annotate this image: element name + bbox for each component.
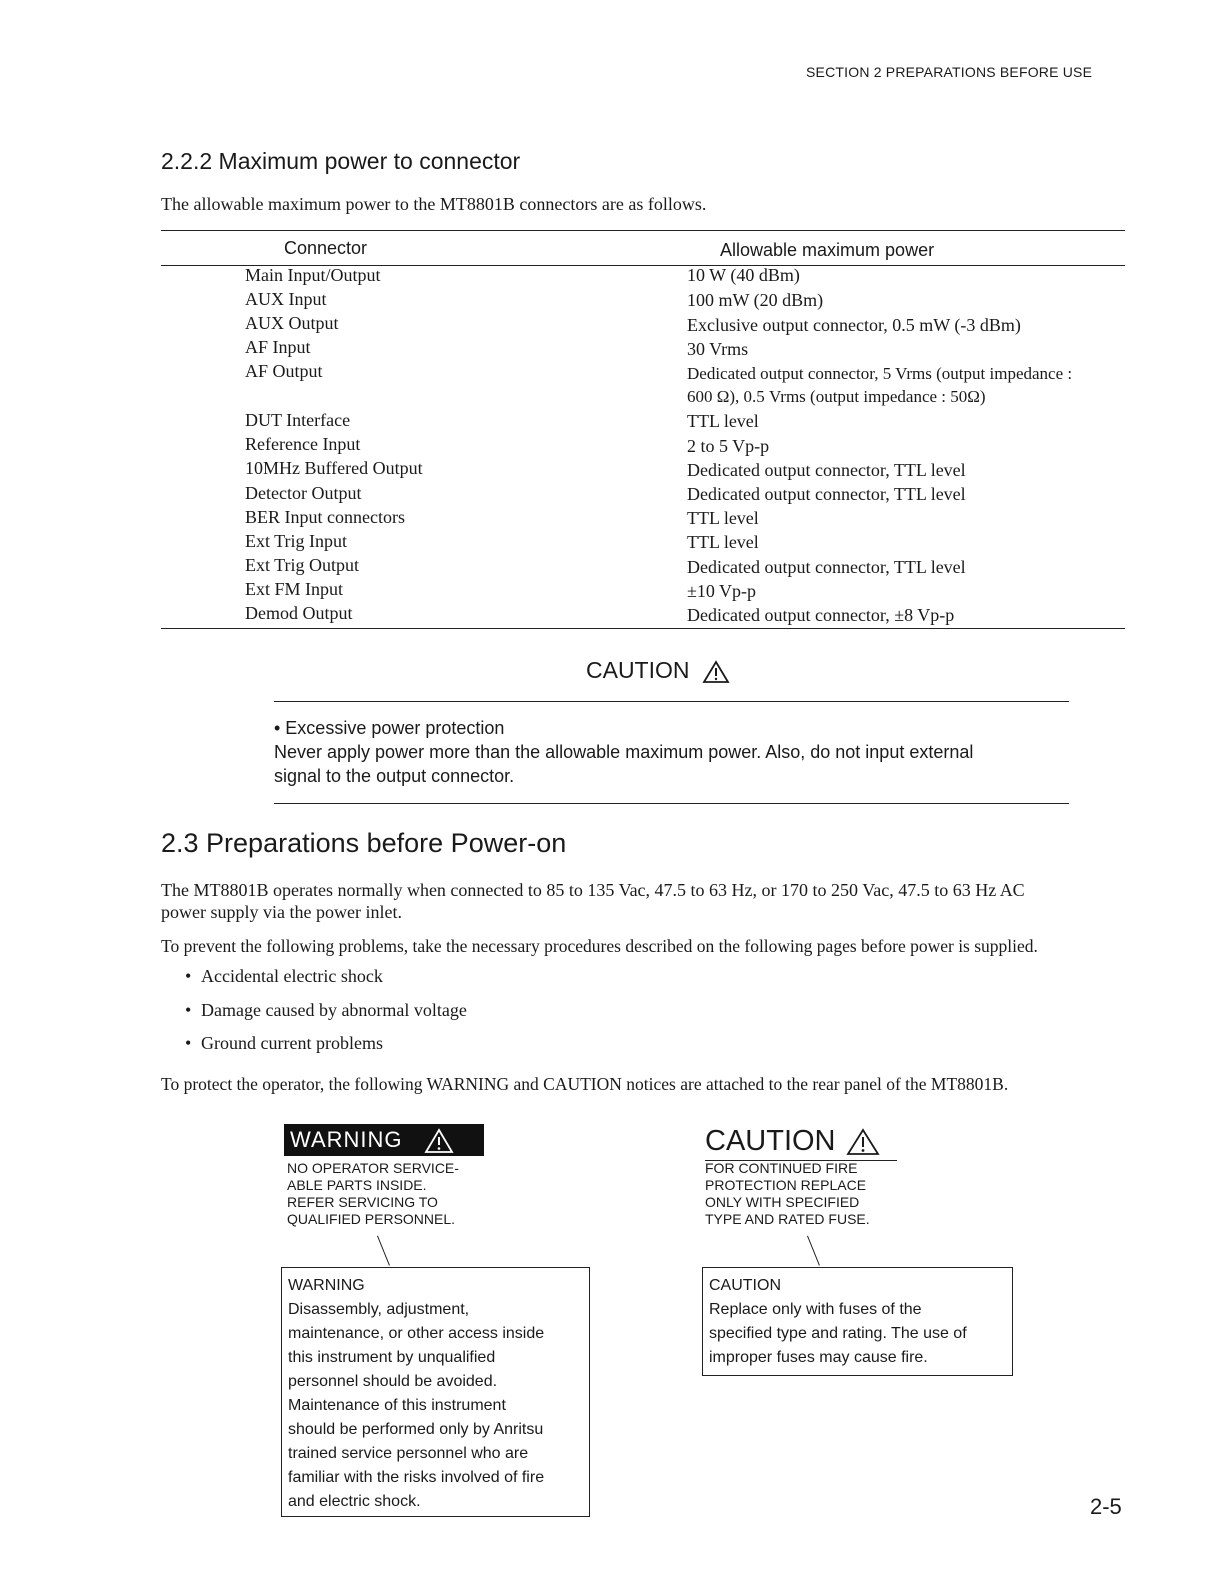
caution-leader-line [807,1236,820,1266]
table-bottom-rule [161,628,1125,629]
table-row-power: TTL level [687,411,759,431]
list-item-text: Ground current problems [201,1033,383,1053]
warning-box-line: this instrument by unqualified [288,1349,496,1366]
caution-box-title: CAUTION [709,1277,781,1294]
warning-box-line: trained service personnel who are [288,1445,529,1462]
caution-bullet: • Excessive power protection [274,718,505,738]
table-row-connector: Main Input/Output [245,265,381,285]
section-heading-2-2-2: 2.2.2 Maximum power to connector [161,148,521,174]
table-row-power: Dedicated output connector, TTL level [687,484,966,504]
list-item: • Accidental electric shock [185,966,383,986]
table-header-connector: Connector [284,238,368,258]
table-row-connector: Reference Input [245,434,361,454]
warning-box-line: Disassembly, adjustment, [288,1301,470,1318]
warning-label-line: QUALIFIED PERSONNEL. [287,1211,456,1227]
paragraph-protect: To protect the operator, the following WARNING and CAUTION notices are attached to the rear panel of the MT8801B. [161,1074,1009,1094]
warning-box-line: should be performed only by Anritsu [288,1421,544,1438]
caution-label-text [705,1160,870,1228]
list-item: • Ground current problems [185,1033,383,1053]
paragraph-line: power supply via the power inlet. [161,902,402,922]
warning-triangle-icon [846,1128,880,1156]
caution-label-title-text: CAUTION [705,1125,836,1157]
paragraph-line: The MT8801B operates normally when connected to 85 to 135 Vac, 47.5 to 63 Hz, or 170 to 250 Vac, 47.5 to 63 Hz AC [161,880,1025,900]
warning-label-badge [284,1124,484,1156]
table-row-connector: BER Input connectors [245,507,405,527]
list-item-text: Accidental electric shock [201,966,383,986]
warning-box-line: maintenance, or other access inside [288,1325,545,1342]
warning-box-line: Maintenance of this instrument [288,1397,506,1414]
table-row-connector: Ext Trig Input [245,531,348,551]
table-row-power: 10 W (40 dBm) [687,265,800,285]
table-row-connector: AUX Output [245,313,339,333]
warning-box-line: and electric shock. [288,1493,421,1510]
table-row-power: Dedicated output connector, TTL level [687,557,966,577]
caution-label-title [705,1124,880,1158]
caution-label-line: FOR CONTINUED FIRE [705,1160,858,1176]
intro-paragraph: The allowable maximum power to the MT8801B connectors are as follows. [161,194,707,214]
table-row-connector: AUX Input [245,289,327,309]
caution-label-line: PROTECTION REPLACE [705,1177,867,1193]
caution-box-line: specified type and rating. The use of [709,1325,967,1342]
table-row-power: TTL level [687,532,759,552]
table-top-rule [161,230,1125,231]
table-row-power: Dedicated output connector, ±8 Vp-p [687,605,955,625]
caution-box-line: Replace only with fuses of the [709,1301,922,1318]
table-row-connector: Ext Trig Output [245,555,360,575]
list-item: • Damage caused by abnormal voltage [185,1000,467,1020]
section-header: SECTION 2 PREPARATIONS BEFORE USE [806,64,1093,80]
warning-label-line: ABLE PARTS INSIDE. [287,1177,427,1193]
table-row-power: Dedicated output connector, 5 Vrms (output impedance : [687,364,1073,383]
caution-explanation-box [702,1267,1013,1376]
warning-label-title: WARNING [290,1127,403,1152]
warning-label-line: REFER SERVICING TO [287,1194,438,1210]
paragraph-power-supply [161,879,1161,923]
warning-triangle-icon [702,660,730,684]
page-number: 2-5 [1090,1494,1122,1519]
list-item-text: Damage caused by abnormal voltage [201,1000,467,1020]
warning-box-line: familiar with the risks involved of fire [288,1469,545,1486]
table-row-connector: AF Input [245,337,311,357]
caution-line: Never apply power more than the allowable maximum power. Also, do not input external [274,742,974,762]
table-row-power: ±10 Vp-p [687,581,757,601]
warning-box-title: WARNING [288,1277,365,1294]
warning-leader-line [377,1236,390,1266]
warning-label-text [287,1160,459,1228]
table-row-connector: AF Output [245,361,323,381]
table-row-power: 2 to 5 Vp-p [687,436,770,456]
caution-box-line: improper fuses may cause fire. [709,1349,928,1366]
table-row-connector: 10MHz Buffered Output [245,458,423,478]
table-row-connector: Demod Output [245,603,353,623]
table-row-power: 30 Vrms [687,339,749,359]
warning-label-line: NO OPERATOR SERVICE- [287,1160,459,1176]
table-row-connector: Ext FM Input [245,579,344,599]
caution-top-rule [274,701,1069,702]
warning-triangle-icon [424,1128,454,1154]
table-row-power: TTL level [687,508,759,528]
table-row-connector: DUT Interface [245,410,351,430]
caution-body [274,716,1074,788]
caution-line: signal to the output connector. [274,766,515,786]
warning-box-line: personnel should be avoided. [288,1373,498,1390]
warning-explanation-box [281,1267,590,1517]
caution-label-line: ONLY WITH SPECIFIED [705,1194,860,1210]
table-row-power-continued: 600 Ω), 0.5 Vrms (output impedance : 50Ω) [687,387,986,406]
section-heading-2-3: 2.3 Preparations before Power-on [161,828,567,858]
table-row-connector: Detector Output [245,483,362,503]
caution-label-line: TYPE AND RATED FUSE. [705,1211,870,1227]
table-row-power: Exclusive output connector, 0.5 mW (-3 dBm) [687,315,1021,335]
caution-heading [586,657,730,684]
paragraph-prevent: To prevent the following problems, take the necessary procedures described on the following pages before power is supplied. [161,936,1038,956]
caution-heading-text: CAUTION [586,657,690,683]
table-row-power: Dedicated output connector, TTL level [687,460,966,480]
table-header-power: Allowable maximum power [720,240,935,260]
caution-bottom-rule [274,803,1069,804]
table-row-power: 100 mW (20 dBm) [687,290,824,310]
